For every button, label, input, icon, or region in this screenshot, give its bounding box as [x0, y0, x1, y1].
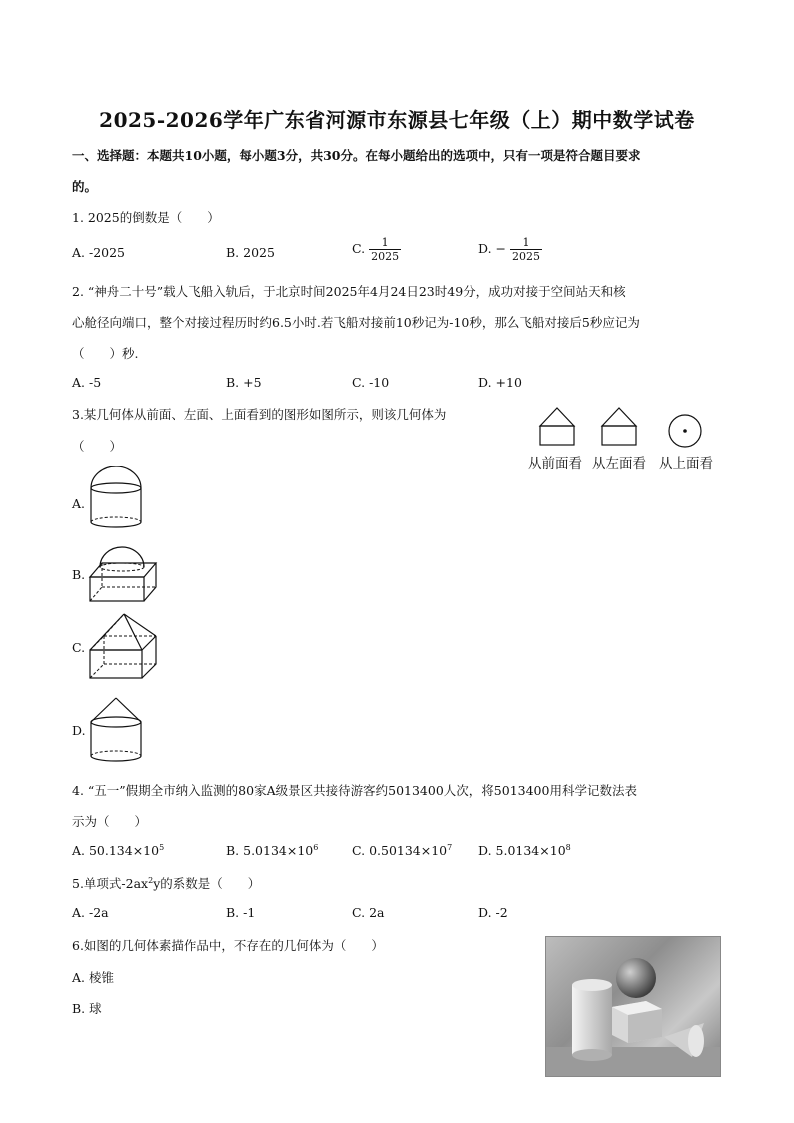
section-heading-line1: 一、选择题：本题共10小题，每小题3分，共30分。在每小题给出的选项中，只有一项是符合题目要求 — [72, 148, 641, 163]
q4-option-c — [352, 843, 452, 858]
q1-option-d-label: D. − — [478, 241, 506, 256]
q6-option-b: B. 球 — [72, 1001, 102, 1016]
q5-stem — [72, 874, 260, 892]
q4-stem-line1: 4. “五一”假期全市纳入监测的80家A级景区共接待游客约5013400人次，将5013400用科学记数法表 — [72, 783, 637, 798]
q4-option-b — [226, 843, 318, 858]
q4-option-b-base: B. 5.0134×10 — [226, 843, 314, 858]
q3-option-a-label: A. — [72, 496, 86, 511]
q3-option-c-label: C. — [72, 640, 86, 655]
q3-option-a-figure — [88, 466, 144, 530]
q4-option-a — [72, 843, 164, 858]
q5-option-b: B. -1 — [226, 905, 256, 920]
q2-option-c: C. -10 — [352, 375, 390, 390]
q5-option-a: A. -2a — [72, 905, 109, 920]
q1-option-c-numerator: 1 — [381, 236, 389, 249]
q1-option-c-label: C. — [352, 241, 366, 256]
q6-option-a: A. 棱锥 — [72, 970, 114, 985]
q6-stem: 6.如图的几何体素描作品中，不存在的几何体为（ ） — [72, 938, 384, 953]
q2-stem-line1: 2. “神舟二十号”载人飞船入轨后，于北京时间2025年4月24日23时49分，成功对接于空间站天和核 — [72, 284, 626, 299]
q2-stem-line2: 心舱径向端口，整个对接过程历时约6.5小时.若飞船对接前10秒记为-10秒，那么飞船对接后5秒应记为 — [72, 315, 640, 330]
q3-option-c-figure — [88, 612, 160, 682]
q1-option-d-denominator: 2025 — [511, 250, 540, 263]
top-view-figure — [667, 413, 703, 449]
view-label-top: 从上面看 — [659, 456, 713, 472]
q4-option-c-exponent: 7 — [447, 842, 453, 852]
q4-stem-line2: 示为（ ） — [72, 814, 148, 829]
q3-stem-line2: （ ） — [72, 439, 123, 454]
q1-stem: 1. 2025的倒数是（ ） — [72, 210, 220, 225]
view-label-left: 从左面看 — [592, 456, 646, 472]
q2-stem-line3: （ ）秒. — [72, 346, 139, 361]
q3-stem-line1: 3.某几何体从前面、左面、上面看到的图形如图所示，则该几何体为 — [72, 407, 447, 422]
q2-option-b: B. +5 — [226, 375, 262, 390]
q1-option-c-fraction — [369, 236, 401, 263]
q1-option-a: A. -2025 — [72, 245, 126, 260]
view-label-front: 从前面看 — [528, 456, 582, 472]
q5-option-d: D. -2 — [478, 905, 508, 920]
q1-option-d-numerator: 1 — [522, 236, 530, 249]
q1-option-c — [352, 236, 401, 263]
q5-stem-exponent: 2 — [148, 875, 154, 885]
q4-option-d-base: D. 5.0134×10 — [478, 843, 566, 858]
q4-option-a-exponent: 5 — [159, 842, 165, 852]
q3-option-d-label: D. — [72, 723, 86, 738]
q4-option-d — [478, 843, 571, 858]
q4-option-b-exponent: 6 — [313, 842, 319, 852]
q3-option-d-figure — [88, 696, 144, 764]
q5-stem-pre: 5.单项式-2ax — [72, 876, 149, 891]
q5-stem-post: y的系数是（ ） — [153, 876, 261, 891]
q5-option-c: C. 2a — [352, 905, 385, 920]
q1-option-b: B. 2025 — [226, 245, 275, 260]
section-heading-line2: 的。 — [72, 179, 98, 194]
page-title: 2025-2026学年广东省河源市东源县七年级（上）期中数学试卷 — [99, 108, 695, 132]
q1-option-c-denominator: 2025 — [371, 250, 400, 263]
front-view-figure — [538, 405, 576, 447]
q1-option-d-fraction — [510, 236, 542, 263]
geometry-sketch-photo — [545, 936, 721, 1077]
q2-option-a: A. -5 — [72, 375, 102, 390]
q1-option-d — [478, 236, 542, 263]
q3-option-b-label: B. — [72, 567, 86, 582]
left-view-figure — [600, 405, 638, 447]
q2-option-d: D. +10 — [478, 375, 522, 390]
q3-option-b-figure — [88, 543, 158, 605]
q4-option-d-exponent: 8 — [565, 842, 571, 852]
q4-option-a-base: A. 50.134×10 — [72, 843, 160, 858]
q4-option-c-base: C. 0.50134×10 — [352, 843, 448, 858]
